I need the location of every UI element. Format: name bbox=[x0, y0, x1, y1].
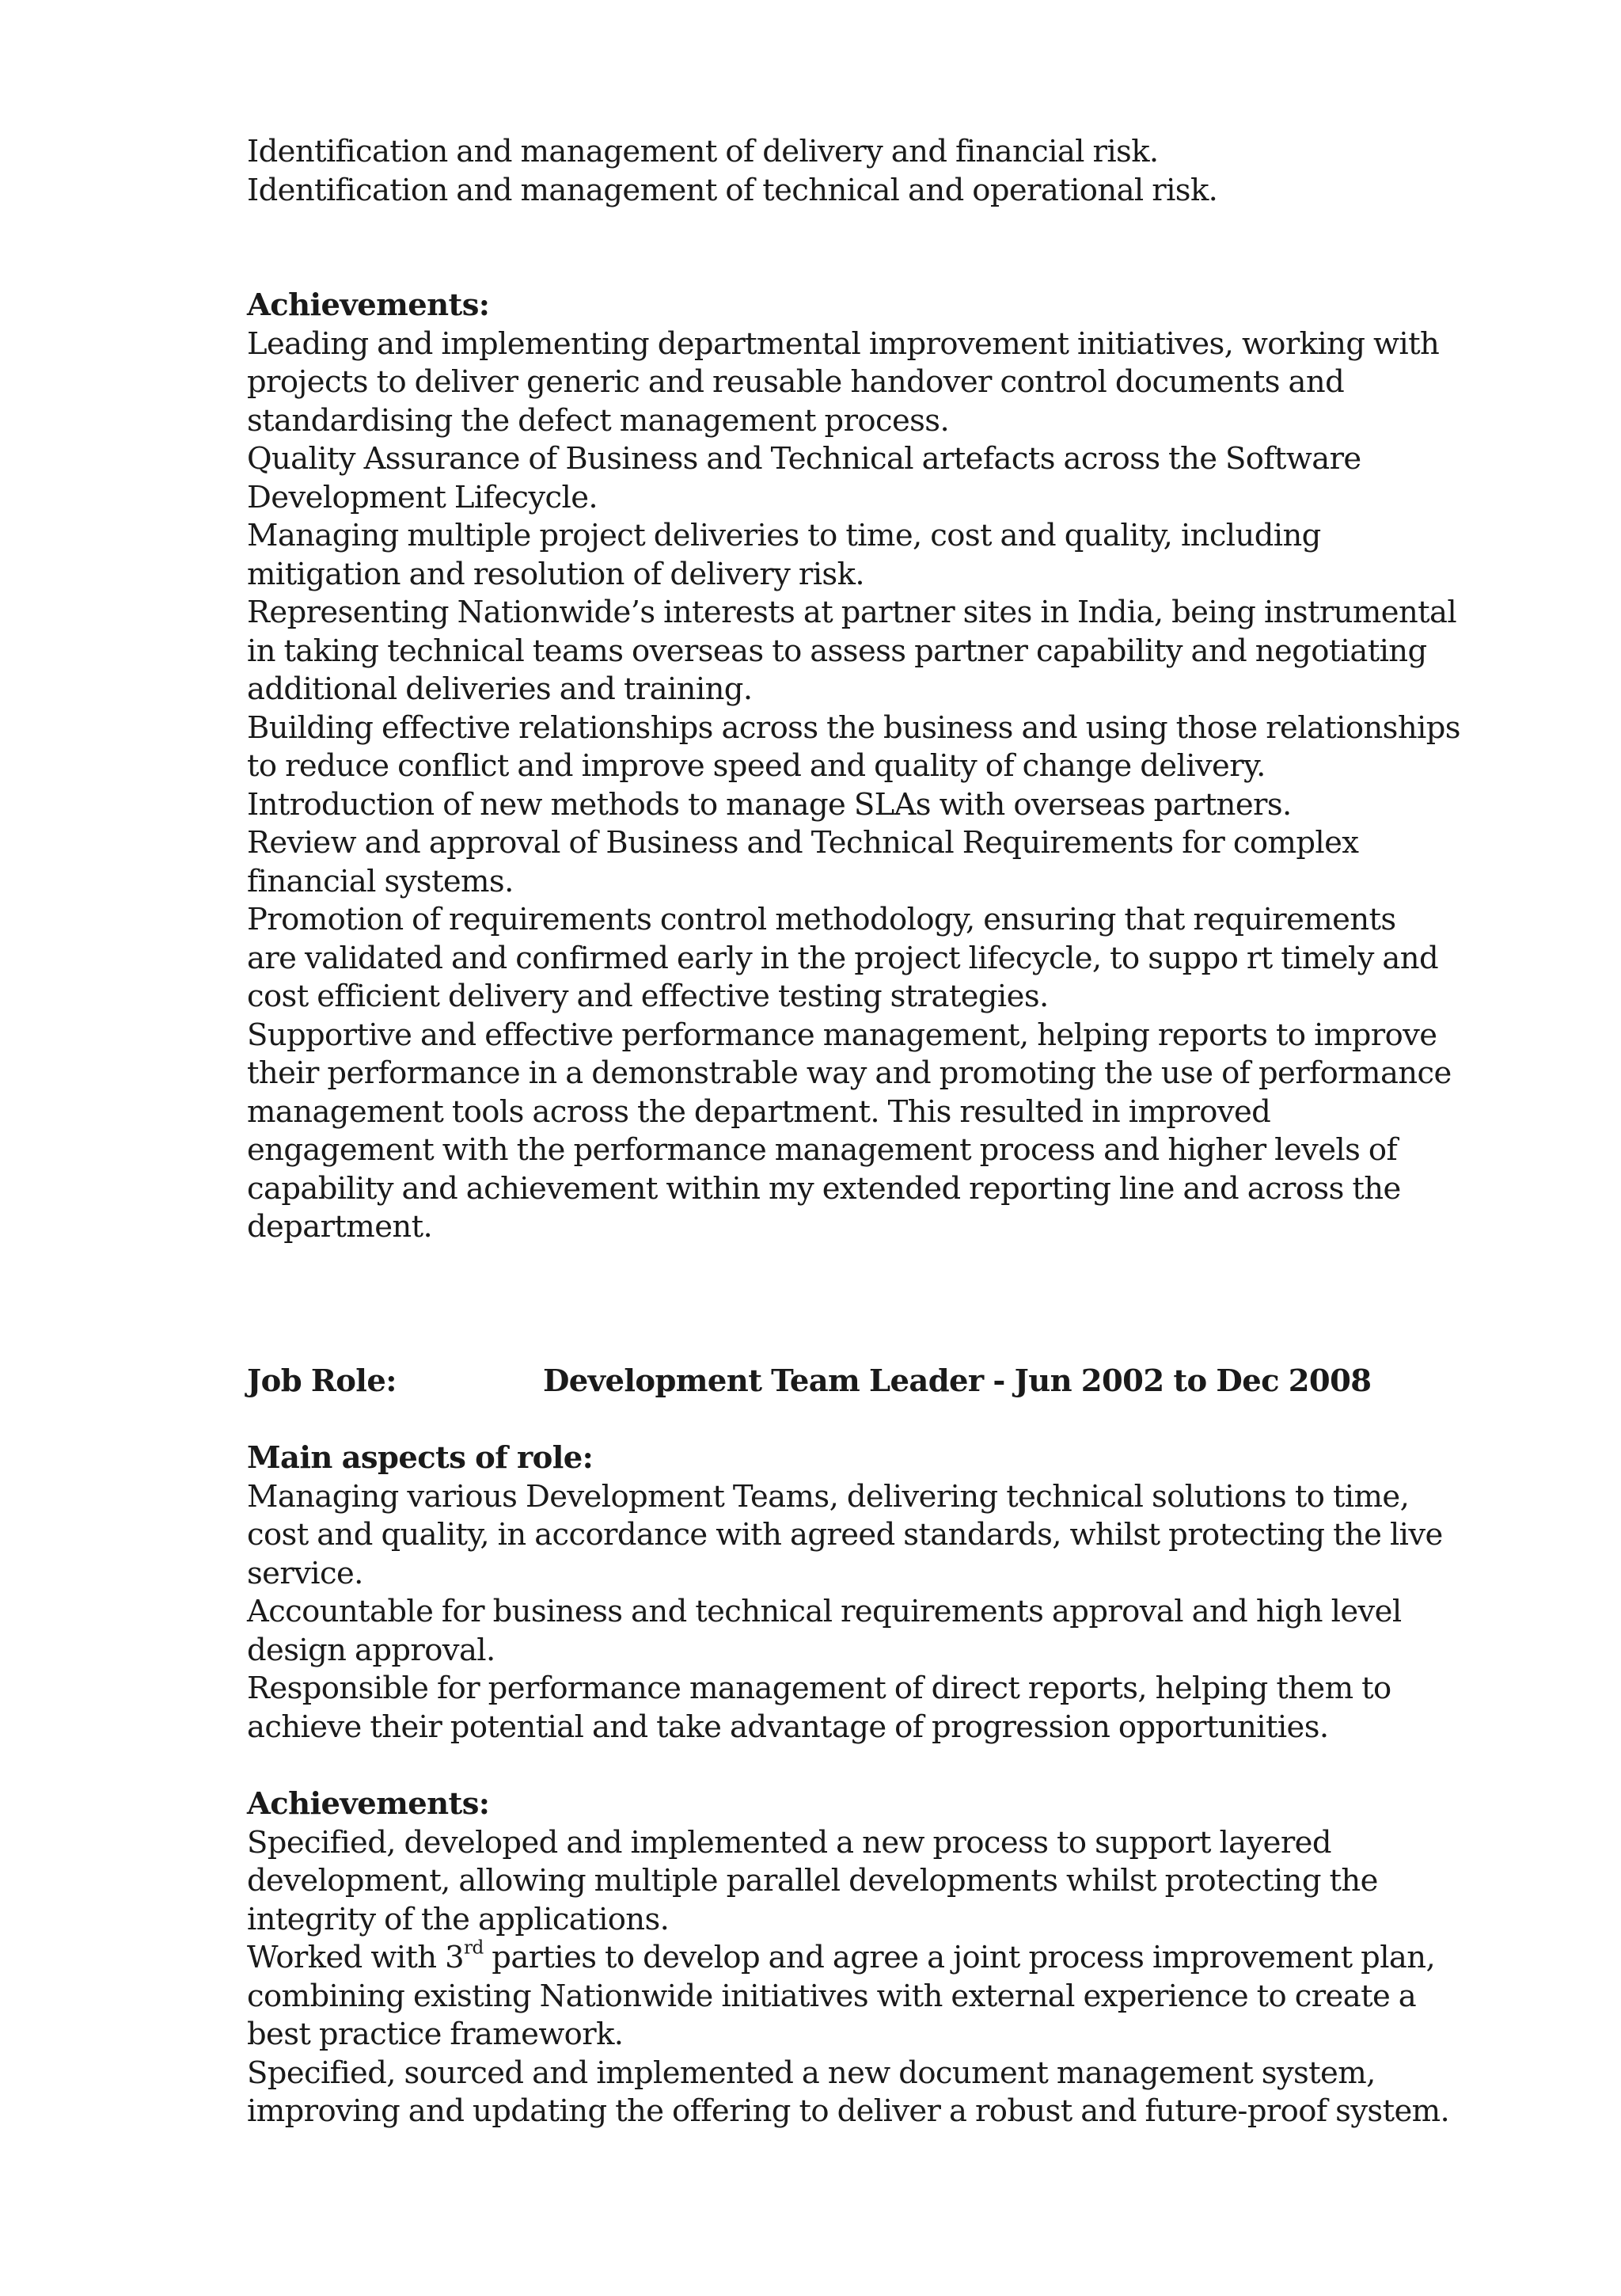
text-line: service. bbox=[247, 1555, 363, 1591]
text-line: cost efficient delivery and effective testing strategies. bbox=[247, 979, 1049, 1014]
text-line: in taking technical teams overseas to assess partner capability and negotiating bbox=[247, 633, 1427, 669]
text-line: department. bbox=[247, 1209, 433, 1245]
text-line: achieve their potential and take advantage of progression opportunities. bbox=[247, 1709, 1329, 1745]
text-line: Managing various Development Teams, delivering technical solutions to time, bbox=[247, 1478, 1410, 1515]
text-line: additional deliveries and training. bbox=[247, 671, 753, 707]
text-fragment: Worked with 3 bbox=[247, 1940, 465, 1975]
text-line: development, allowing multiple parallel developments whilst protecting the bbox=[247, 1863, 1378, 1899]
ordinal-superscript: rd bbox=[464, 1937, 484, 1959]
text-line: Quality Assurance of Business and Technical artefacts across the Software bbox=[247, 441, 1361, 477]
text-line: engagement with the performance management process and higher levels of bbox=[247, 1132, 1398, 1168]
text-line: Supportive and effective performance management, helping reports to improve bbox=[247, 1017, 1437, 1053]
text-line: best practice framework. bbox=[247, 2017, 624, 2052]
text-line: Building effective relationships across the business and using those relationships bbox=[247, 709, 1460, 746]
text-line: Identification and management of technical and operational risk. bbox=[247, 172, 1218, 208]
text-line: improving and updating the offering to deliver a robust and future-proof system. bbox=[247, 2093, 1450, 2129]
main-aspects-section bbox=[247, 1439, 1443, 1747]
text-line: financial systems. bbox=[247, 863, 514, 899]
achievements-heading: Achievements: bbox=[247, 1786, 490, 1822]
document-page bbox=[247, 133, 1460, 2131]
job-role-label: Job Role: bbox=[247, 1363, 397, 1399]
text-line: cost and quality, in accordance with agreed standards, whilst protecting the live bbox=[247, 1517, 1443, 1553]
text-line: Representing Nationwide’s interests at partner sites in India, being instrumental bbox=[247, 595, 1457, 630]
risk-section bbox=[247, 133, 1387, 210]
text-line: Specified, developed and implemented a new process to support layered bbox=[247, 1824, 1331, 1861]
job-role-value: Development Team Leader - Jun 2002 to Dec 2008 bbox=[543, 1363, 1372, 1399]
text-line: Review and approval of Business and Technical Requirements for complex bbox=[247, 825, 1359, 861]
text-line: Responsible for performance management of direct reports, helping them to bbox=[247, 1671, 1391, 1706]
text-line: their performance in a demonstrable way and promoting the use of performance bbox=[247, 1055, 1452, 1091]
text-line: management tools across the department. This resulted in improved bbox=[247, 1093, 1271, 1130]
achievements-section-2 bbox=[247, 1785, 1450, 2131]
achievements-heading: Achievements: bbox=[247, 287, 490, 323]
text-line: to reduce conflict and improve speed and quality of change delivery. bbox=[247, 748, 1266, 784]
text-line: Introduction of new methods to manage SLAs with overseas partners. bbox=[247, 786, 1292, 823]
text-line: standardising the defect management process. bbox=[247, 402, 950, 439]
text-line-worked-with bbox=[247, 1937, 1436, 1978]
text-line: combining existing Nationwide initiatives with external experience to create a bbox=[247, 1978, 1417, 2014]
text-line: Promotion of requirements control methodology, ensuring that requirements bbox=[247, 902, 1396, 937]
text-line: mitigation and resolution of delivery risk. bbox=[247, 556, 864, 592]
main-aspects-heading: Main aspects of role: bbox=[247, 1440, 594, 1476]
achievements-section-1 bbox=[247, 287, 1460, 1247]
text-line: Specified, sourced and implemented a new document management system, bbox=[247, 2055, 1376, 2091]
text-line: design approval. bbox=[247, 1632, 495, 1668]
text-line: Development Lifecycle. bbox=[247, 479, 598, 515]
text-line: Managing multiple project deliveries to time, cost and quality, including bbox=[247, 518, 1321, 553]
text-line: Identification and management of delivery and financial risk. bbox=[247, 134, 1159, 169]
text-line: Leading and implementing departmental improvement initiatives, working with bbox=[247, 325, 1440, 362]
text-fragment: parties to develop and agree a joint process improvement plan, bbox=[483, 1940, 1436, 1975]
text-line: are validated and confirmed early in the project lifecycle, to suppo rt timely and bbox=[247, 940, 1439, 976]
job-role-row bbox=[247, 1363, 1387, 1401]
text-line: integrity of the applications. bbox=[247, 1901, 670, 1937]
text-line: projects to deliver generic and reusable handover control documents and bbox=[247, 364, 1345, 400]
text-line: capability and achievement within my extended reporting line and across the bbox=[247, 1170, 1401, 1207]
text-line: Accountable for business and technical requirements approval and high level bbox=[247, 1594, 1402, 1629]
